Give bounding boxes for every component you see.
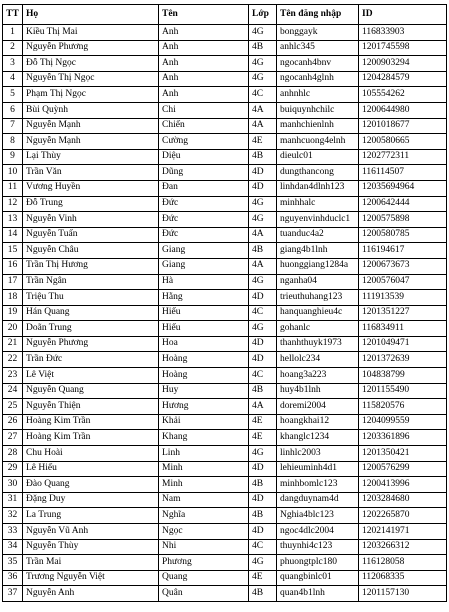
cell-stt: 10 [3, 165, 23, 181]
cell-lop: 4G [249, 274, 277, 290]
cell-id: 1202265870 [359, 508, 447, 524]
table-row [3, 461, 447, 477]
cell-lop: 4D [249, 524, 277, 540]
table-row [3, 87, 447, 103]
cell-stt: 3 [3, 56, 23, 72]
cell-ten: Anh [159, 87, 249, 103]
cell-login: huonggiang1284a [277, 258, 359, 274]
cell-login: anhnhlc [277, 87, 359, 103]
cell-lop: 4B [249, 508, 277, 524]
cell-ten: Đức [159, 227, 249, 243]
header-stt: TT [3, 5, 23, 25]
cell-id: 1200575898 [359, 212, 447, 228]
cell-login: quangbinlc01 [277, 570, 359, 586]
cell-ho: Nguyễn Mạnh [23, 134, 159, 150]
cell-login: ngocanh4glnh [277, 71, 359, 87]
cell-lop: 4E [249, 414, 277, 430]
cell-stt: 24 [3, 383, 23, 399]
cell-id: 116114507 [359, 165, 447, 181]
cell-lop: 4D [249, 165, 277, 181]
cell-stt: 18 [3, 290, 23, 306]
cell-stt: 37 [3, 586, 23, 602]
table-row [3, 477, 447, 493]
cell-ho: Đặng Duy [23, 492, 159, 508]
cell-ho: Nguyễn Châu [23, 243, 159, 259]
cell-ten: Diệu [159, 149, 249, 165]
cell-ten: Quân [159, 586, 249, 602]
cell-login: linhlc2003 [277, 446, 359, 462]
cell-lop: 4A [249, 399, 277, 415]
cell-lop: 4C [249, 87, 277, 103]
cell-ho: Trần Mai [23, 555, 159, 571]
cell-login: linhdan4dlnh123 [277, 180, 359, 196]
cell-ten: Minh [159, 461, 249, 477]
header-ho: Họ [23, 5, 159, 25]
cell-lop: 4D [249, 290, 277, 306]
table-row [3, 383, 447, 399]
table-row [3, 102, 447, 118]
cell-login: huy4b1lnh [277, 383, 359, 399]
cell-login: ngocanh4bnv [277, 56, 359, 72]
cell-ten: Hoàng [159, 368, 249, 384]
cell-ho: Kiều Thị Mai [23, 25, 159, 41]
cell-login: giang4b1lnh [277, 243, 359, 259]
cell-lop: 4C [249, 368, 277, 384]
cell-ho: Nguyễn Vinh [23, 212, 159, 228]
table-row [3, 227, 447, 243]
cell-stt: 35 [3, 555, 23, 571]
cell-stt: 12 [3, 196, 23, 212]
cell-lop: 4B [249, 477, 277, 493]
cell-lop: 4D [249, 461, 277, 477]
cell-ho: Nguyễn Thiện [23, 399, 159, 415]
cell-login: minhbomlc123 [277, 477, 359, 493]
cell-id: 1201350421 [359, 446, 447, 462]
cell-stt: 16 [3, 258, 23, 274]
cell-id: 116128058 [359, 555, 447, 571]
cell-ten: Giang [159, 258, 249, 274]
cell-login: Nghia4blc123 [277, 508, 359, 524]
cell-ten: Hiếu [159, 321, 249, 337]
cell-lop: 4B [249, 586, 277, 602]
cell-login: dieulc01 [277, 149, 359, 165]
cell-id: 1203361896 [359, 430, 447, 446]
cell-stt: 7 [3, 118, 23, 134]
cell-ten: Cường [159, 134, 249, 150]
cell-id: 115820576 [359, 399, 447, 415]
cell-stt: 14 [3, 227, 23, 243]
cell-id: 1204099559 [359, 414, 447, 430]
table-row [3, 524, 447, 540]
cell-lop: 4A [249, 118, 277, 134]
cell-stt: 30 [3, 477, 23, 493]
cell-ho: Nguyễn Anh [23, 586, 159, 602]
cell-lop: 4B [249, 383, 277, 399]
cell-ho: Nguyễn Tuấn [23, 227, 159, 243]
cell-id: 1203284680 [359, 492, 447, 508]
cell-lop: 4G [249, 56, 277, 72]
cell-stt: 26 [3, 414, 23, 430]
table-row [3, 274, 447, 290]
table-row [3, 165, 447, 181]
cell-login: gohanlc [277, 321, 359, 337]
cell-stt: 8 [3, 134, 23, 150]
table-header [3, 5, 447, 25]
cell-id: 1200903294 [359, 56, 447, 72]
cell-ho: Trần Thị Hương [23, 258, 159, 274]
cell-login: hanquanghieu4c [277, 305, 359, 321]
cell-stt: 19 [3, 305, 23, 321]
cell-lop: 4G [249, 25, 277, 41]
cell-ho: Trần Văn [23, 165, 159, 181]
cell-id: 1201157130 [359, 586, 447, 602]
cell-ho: Đỗ Thị Ngọc [23, 56, 159, 72]
header-row [3, 5, 447, 25]
cell-ho: Đỗ Trung [23, 196, 159, 212]
table-row [3, 399, 447, 415]
cell-id: 1201372639 [359, 352, 447, 368]
header-lop: Lớp [249, 5, 277, 25]
cell-login: thuynhi4c123 [277, 539, 359, 555]
cell-ho: Bùi Quỳnh [23, 102, 159, 118]
cell-id: 1202772311 [359, 149, 447, 165]
cell-login: buiquynhchilc [277, 102, 359, 118]
cell-stt: 13 [3, 212, 23, 228]
cell-id: 116194617 [359, 243, 447, 259]
cell-ho: Trần Đức [23, 352, 159, 368]
cell-stt: 36 [3, 570, 23, 586]
table-row [3, 212, 447, 228]
table-row [3, 40, 447, 56]
cell-ho: La Trung [23, 508, 159, 524]
header-login: Tên đăng nhập [277, 5, 359, 25]
table-row [3, 570, 447, 586]
cell-login: doremi2004 [277, 399, 359, 415]
cell-ten: Nghĩa [159, 508, 249, 524]
cell-id: 1200413996 [359, 477, 447, 493]
cell-login: tuanduc4a2 [277, 227, 359, 243]
cell-stt: 11 [3, 180, 23, 196]
cell-login: hoangkhai12 [277, 414, 359, 430]
cell-ho: Hán Quang [23, 305, 159, 321]
cell-ten: Ngọc [159, 524, 249, 540]
cell-lop: 4G [249, 321, 277, 337]
cell-ten: Dũng [159, 165, 249, 181]
table-row [3, 258, 447, 274]
cell-ten: Hoa [159, 336, 249, 352]
cell-stt: 2 [3, 40, 23, 56]
cell-ho: Trần Ngân [23, 274, 159, 290]
cell-stt: 15 [3, 243, 23, 259]
cell-id: 1200673673 [359, 258, 447, 274]
cell-stt: 9 [3, 149, 23, 165]
cell-id: 1201018677 [359, 118, 447, 134]
cell-ho: Doãn Trung [23, 321, 159, 337]
cell-lop: 4A [249, 258, 277, 274]
cell-id: 112068335 [359, 570, 447, 586]
cell-lop: 4G [249, 446, 277, 462]
cell-ho: Nguyễn Mạnh [23, 118, 159, 134]
table-row [3, 352, 447, 368]
cell-id: 1200580665 [359, 134, 447, 150]
cell-id: 1201745598 [359, 40, 447, 56]
cell-ten: Hoàng [159, 352, 249, 368]
cell-ten: Anh [159, 40, 249, 56]
cell-ho: Triệu Thu [23, 290, 159, 306]
cell-id: 1201049471 [359, 336, 447, 352]
table-row [3, 149, 447, 165]
cell-login: minhhalc [277, 196, 359, 212]
cell-lop: 4D [249, 352, 277, 368]
cell-ten: Hiếu [159, 305, 249, 321]
cell-login: hoang3a223 [277, 368, 359, 384]
cell-login: manhcuong4elnh [277, 134, 359, 150]
cell-ten: Đức [159, 212, 249, 228]
table-row [3, 290, 447, 306]
cell-lop: 4B [249, 243, 277, 259]
cell-lop: 4C [249, 305, 277, 321]
cell-id: 1200644980 [359, 102, 447, 118]
cell-id: 111913539 [359, 290, 447, 306]
cell-ho: Vương Huyền [23, 180, 159, 196]
cell-login: nguyenvinhduclc1 [277, 212, 359, 228]
cell-id: 104838799 [359, 368, 447, 384]
cell-ten: Đức [159, 196, 249, 212]
cell-id: 1204284579 [359, 71, 447, 87]
cell-ten: Hương [159, 399, 249, 415]
cell-id: 1200576299 [359, 461, 447, 477]
cell-ho: Lê Hiếu [23, 461, 159, 477]
cell-ten: Đan [159, 180, 249, 196]
cell-ho: Nguyễn Phương [23, 40, 159, 56]
table-row [3, 56, 447, 72]
cell-stt: 1 [3, 25, 23, 41]
table-row [3, 414, 447, 430]
cell-ho: Hoàng Kim Trần [23, 430, 159, 446]
cell-ten: Hà [159, 274, 249, 290]
cell-lop: 4D [249, 180, 277, 196]
table-row [3, 134, 447, 150]
cell-login: hellolc234 [277, 352, 359, 368]
cell-ten: Anh [159, 25, 249, 41]
cell-login: anhlc345 [277, 40, 359, 56]
table-row [3, 305, 447, 321]
cell-id: 1200576047 [359, 274, 447, 290]
cell-stt: 28 [3, 446, 23, 462]
cell-id: 116834911 [359, 321, 447, 337]
cell-lop: 4A [249, 227, 277, 243]
cell-login: manhchienlnh [277, 118, 359, 134]
table-body [3, 25, 447, 602]
cell-ho: Nguyễn Quang [23, 383, 159, 399]
cell-ten: Hằng [159, 290, 249, 306]
table-row [3, 555, 447, 571]
cell-stt: 22 [3, 352, 23, 368]
header-id: ID [359, 5, 447, 25]
cell-stt: 33 [3, 524, 23, 540]
cell-ho: Nguyễn Phương [23, 336, 159, 352]
cell-lop: 4A [249, 102, 277, 118]
cell-lop: 4B [249, 40, 277, 56]
cell-ten: Chi [159, 102, 249, 118]
cell-ten: Khải [159, 414, 249, 430]
cell-login: lehieuminh4d1 [277, 461, 359, 477]
cell-lop: 4G [249, 212, 277, 228]
cell-login: dangduynam4d [277, 492, 359, 508]
cell-lop: 4G [249, 71, 277, 87]
table-row [3, 243, 447, 259]
cell-ho: Chu Hoài [23, 446, 159, 462]
table-row [3, 321, 447, 337]
cell-lop: 4E [249, 134, 277, 150]
cell-login: quan4b1lnh [277, 586, 359, 602]
cell-stt: 32 [3, 508, 23, 524]
cell-ho: Nguyễn Thùy [23, 539, 159, 555]
cell-lop: 4B [249, 149, 277, 165]
table-row [3, 118, 447, 134]
cell-login: ngoc4dlc2004 [277, 524, 359, 540]
cell-ten: Anh [159, 71, 249, 87]
table-row [3, 336, 447, 352]
cell-id: 1202141971 [359, 524, 447, 540]
cell-stt: 21 [3, 336, 23, 352]
cell-ten: Nam [159, 492, 249, 508]
table-row [3, 539, 447, 555]
cell-stt: 20 [3, 321, 23, 337]
header-ten: Tên [159, 5, 249, 25]
cell-stt: 17 [3, 274, 23, 290]
cell-id: 12035694964 [359, 180, 447, 196]
cell-stt: 4 [3, 71, 23, 87]
table-row [3, 368, 447, 384]
cell-id: 105554262 [359, 87, 447, 103]
cell-ten: Minh [159, 477, 249, 493]
cell-ho: Nguyễn Vũ Anh [23, 524, 159, 540]
cell-lop: 4C [249, 539, 277, 555]
cell-id: 1201155490 [359, 383, 447, 399]
cell-stt: 31 [3, 492, 23, 508]
cell-login: nganha04 [277, 274, 359, 290]
table-row [3, 180, 447, 196]
cell-ho: Trương Nguyễn Việt [23, 570, 159, 586]
cell-stt: 34 [3, 539, 23, 555]
cell-lop: 4G [249, 555, 277, 571]
table-row [3, 71, 447, 87]
student-account-table [2, 4, 447, 602]
table-row [3, 25, 447, 41]
cell-stt: 23 [3, 368, 23, 384]
cell-ten: Khang [159, 430, 249, 446]
cell-ho: Lại Thùy [23, 149, 159, 165]
cell-ten: Giang [159, 243, 249, 259]
cell-lop: 4E [249, 570, 277, 586]
cell-ho: Hoàng Kim Trần [23, 414, 159, 430]
cell-login: khanglc1234 [277, 430, 359, 446]
cell-stt: 6 [3, 102, 23, 118]
cell-ten: Nhi [159, 539, 249, 555]
table-row [3, 508, 447, 524]
table-row [3, 586, 447, 602]
cell-ho: Đào Quang [23, 477, 159, 493]
cell-lop: 4D [249, 492, 277, 508]
cell-id: 1200642444 [359, 196, 447, 212]
cell-login: phuongtplc180 [277, 555, 359, 571]
cell-login: bonggayk [277, 25, 359, 41]
cell-lop: 4E [249, 430, 277, 446]
cell-stt: 27 [3, 430, 23, 446]
cell-lop: 4D [249, 336, 277, 352]
cell-ho: Phạm Thị Ngọc [23, 87, 159, 103]
cell-ho: Lê Việt [23, 368, 159, 384]
cell-ho: Nguyễn Thị Ngọc [23, 71, 159, 87]
table-row [3, 430, 447, 446]
cell-ten: Phương [159, 555, 249, 571]
cell-ten: Chiến [159, 118, 249, 134]
cell-ten: Quang [159, 570, 249, 586]
cell-stt: 25 [3, 399, 23, 415]
cell-stt: 29 [3, 461, 23, 477]
cell-id: 1201351227 [359, 305, 447, 321]
table-row [3, 196, 447, 212]
cell-ten: Huy [159, 383, 249, 399]
cell-lop: 4G [249, 196, 277, 212]
cell-id: 116833903 [359, 25, 447, 41]
table-row [3, 446, 447, 462]
cell-ten: Linh [159, 446, 249, 462]
cell-login: thanhthuyk1973 [277, 336, 359, 352]
cell-ten: Anh [159, 56, 249, 72]
cell-id: 1203266312 [359, 539, 447, 555]
cell-login: trieuthuhang123 [277, 290, 359, 306]
cell-login: dungthancong [277, 165, 359, 181]
table-row [3, 492, 447, 508]
cell-id: 1200580785 [359, 227, 447, 243]
cell-stt: 5 [3, 87, 23, 103]
